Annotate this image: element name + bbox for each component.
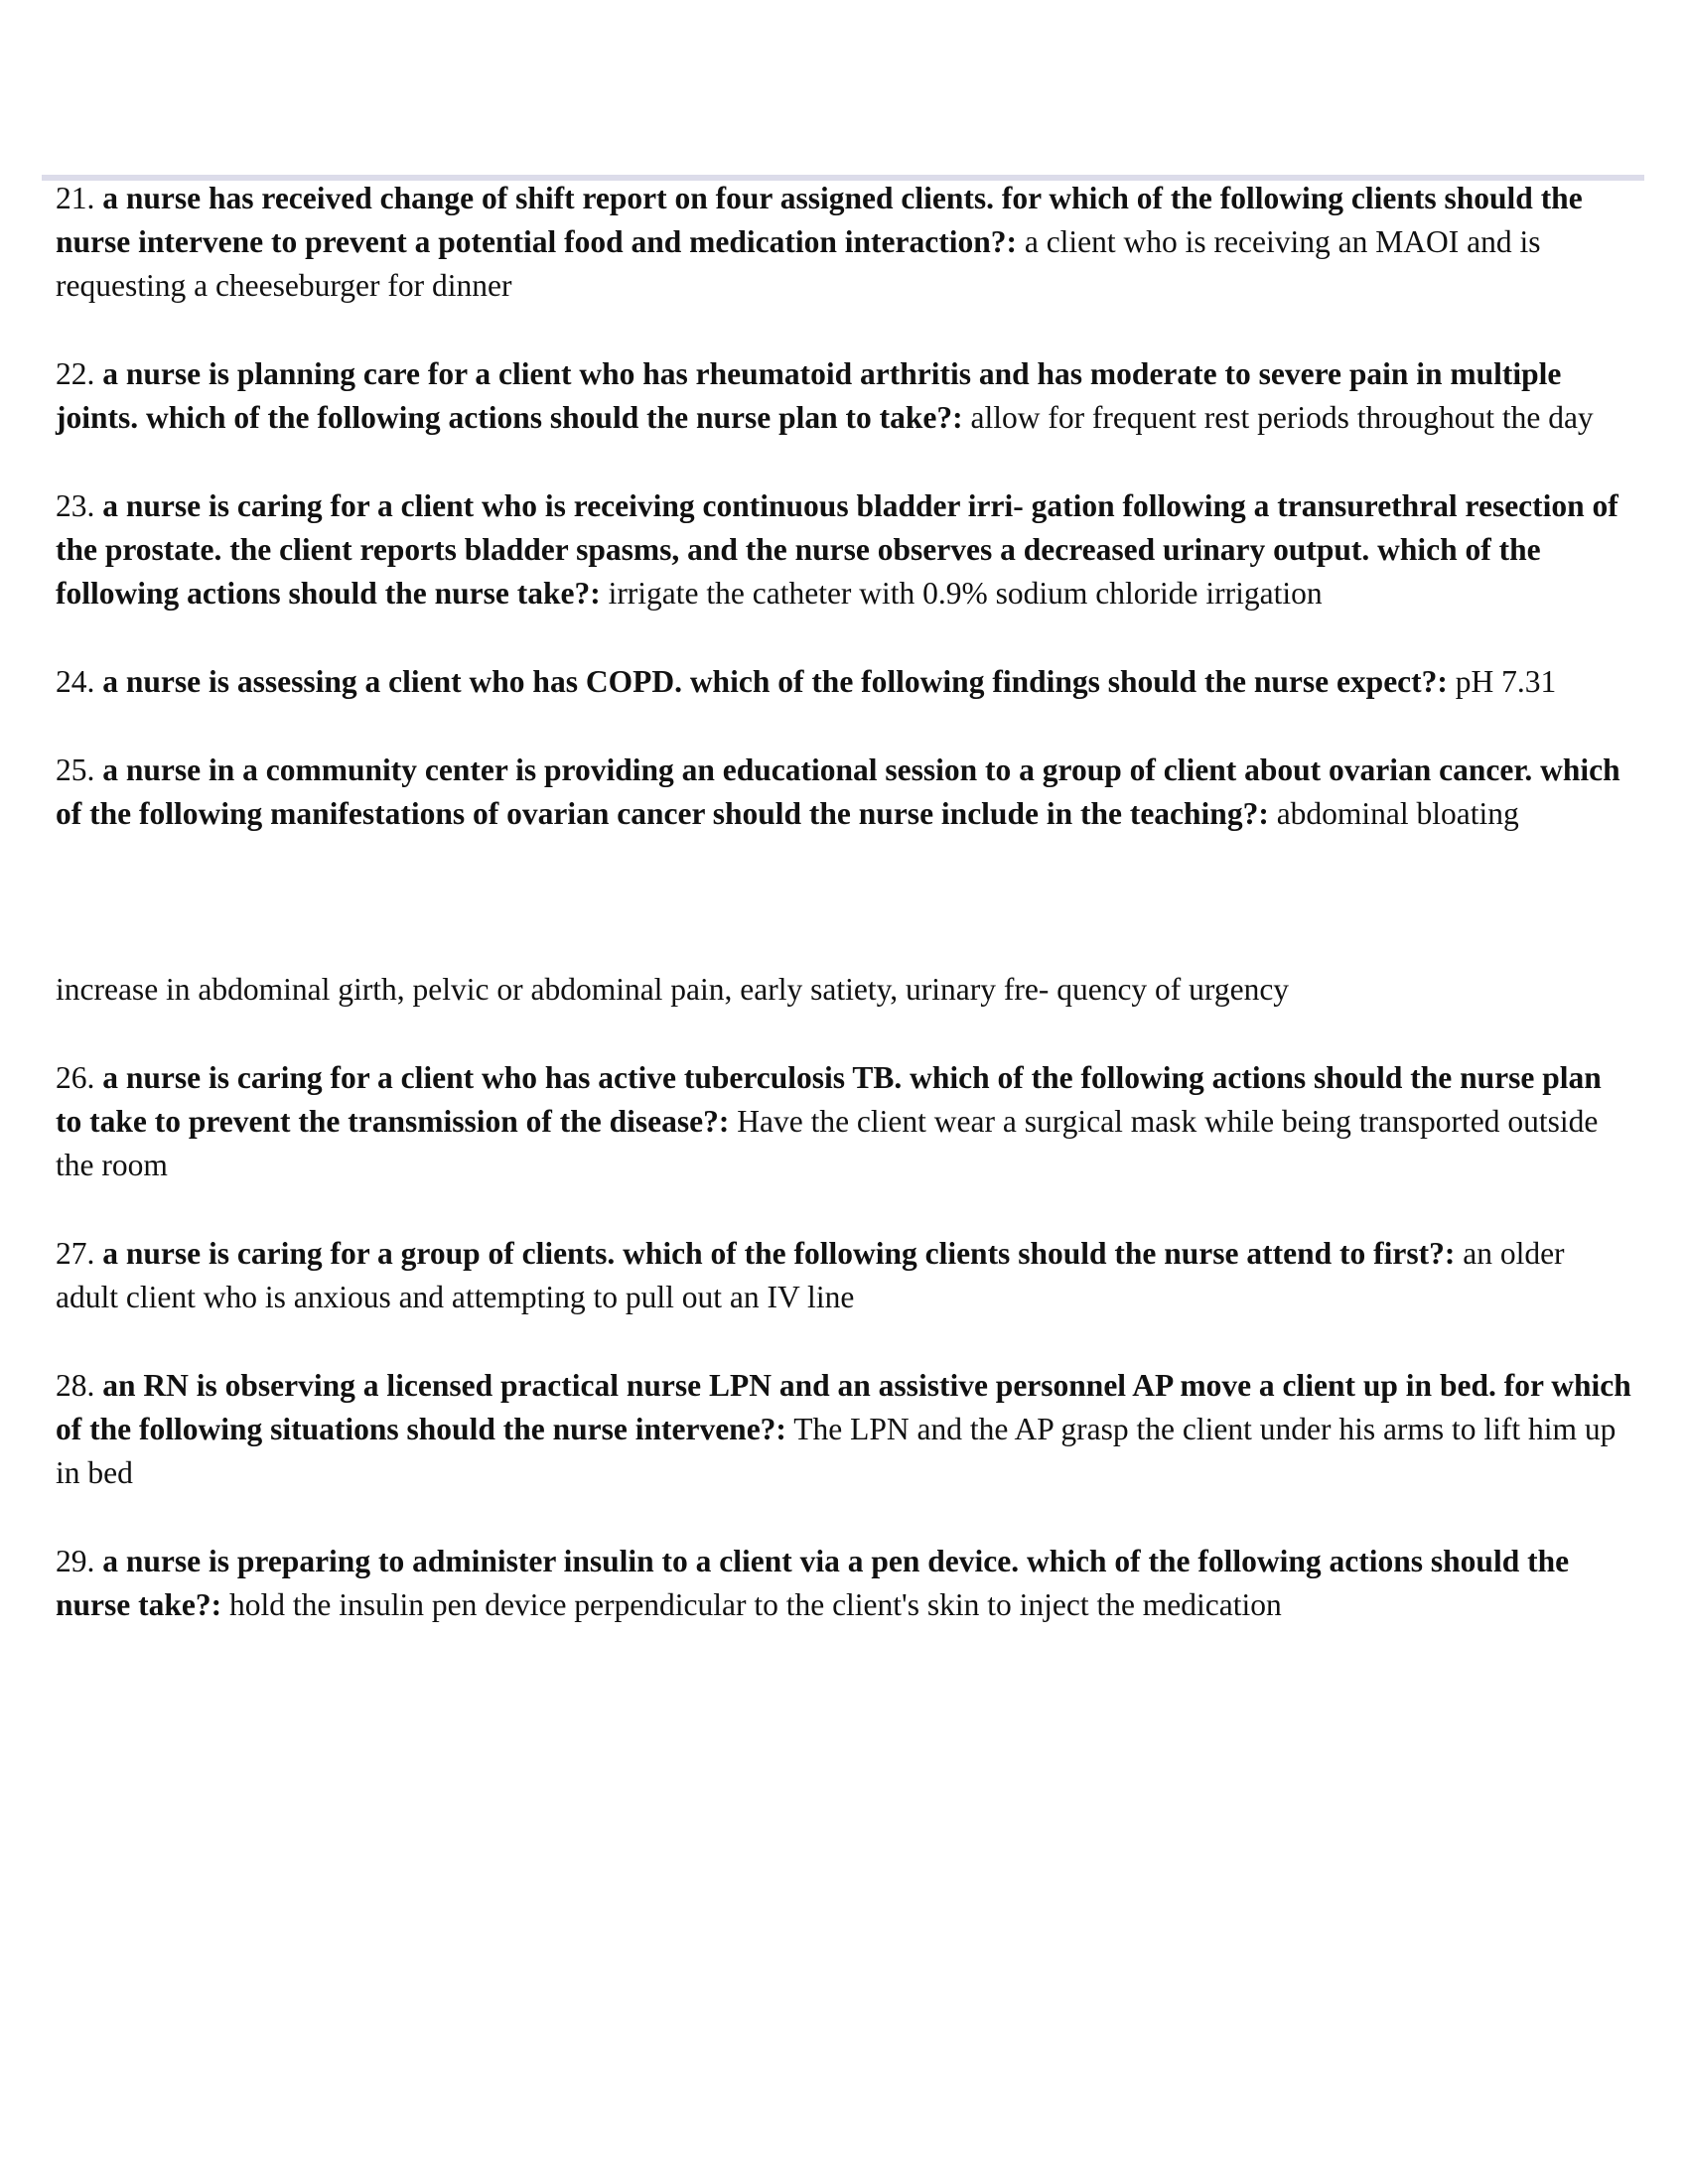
question-text: a nurse is caring for a client who is receiving continuous bladder irri- gation following a transurethral resection of the prostate. the client reports bladder spasms, and the nurse observes a decreased urinary output. which of the following actions should the nurse take?: [56,488,1618,611]
document-body [56,177,1634,1672]
answer-text: irrigate the catheter with 0.9% sodium chloride irrigation [608,576,1323,611]
question-number: 26. [56,1060,95,1095]
question-text: a nurse has received change of shift report on four assigned clients. for which of the following clients should the nurse intervene to prevent a potential food and medication interaction?: [56,181,1583,259]
answer-text: a client who is receiving an MAOI and is requesting a cheeseburger for dinner [56,224,1541,303]
question-29 [56,1540,1634,1627]
question-25 [56,749,1634,836]
answer-text: allow for frequent rest periods throughout the day [970,400,1594,435]
question-number: 21. [56,181,95,215]
question-27 [56,1232,1634,1319]
question-number: 29. [56,1544,95,1578]
question-number: 24. [56,664,95,699]
spacer [56,881,1634,968]
question-22 [56,352,1634,440]
answer-text: hold the insulin pen device perpendicular to the client's skin to inject the medication [229,1587,1282,1622]
answer-text: The LPN and the AP grasp the client under his arms to lift him up in bed [56,1412,1617,1490]
question-text: an RN is observing a licensed practical nurse LPN and an assistive personnel AP move a client up in bed. for which of the following situations should the nurse intervene?: [56,1368,1631,1446]
question-number: 27. [56,1236,95,1271]
question-number: 25. [56,752,95,787]
question-text: a nurse is caring for a group of clients. which of the following clients should the nurse attend to first?: [102,1236,1456,1271]
question-text: a nurse is assessing a client who has COPD. which of the following findings should the nurse expect?: [102,664,1448,699]
answer-text: pH 7.31 [1455,664,1557,699]
answer-text: abdominal bloating [1276,796,1519,831]
question-text: a nurse is preparing to administer insulin to a client via a pen device. which of the following actions should the nurse take?: [56,1544,1570,1622]
question-21 [56,177,1634,308]
question-number: 22. [56,356,95,391]
answer-text: an older adult client who is anxious and attempting to pull out an IV line [56,1236,1565,1314]
question-24 [56,660,1634,704]
question-28 [56,1364,1634,1495]
question-text: a nurse is caring for a client who has active tuberculosis TB. which of the following actions should the nurse plan to take to prevent the transmission of the disease?: [56,1060,1602,1139]
question-number: 28. [56,1368,95,1403]
question-number: 23. [56,488,95,523]
question-text: a nurse is planning care for a client who has rheumatoid arthritis and has moderate to severe pain in multiple joints. which of the following actions should the nurse plan to take?: [56,356,1562,435]
question-23 [56,484,1634,615]
answer-text: Have the client wear a surgical mask while being transported outside the room [56,1104,1599,1182]
question-26 [56,1056,1634,1187]
question-text: a nurse in a community center is providing an educational session to a group of client about ovarian cancer. which of the following manifestations of ovarian cancer should the nurse include in the teaching?: [56,752,1620,831]
answer-continuation-25: increase in abdominal girth, pelvic or abdominal pain, early satiety, urinary fre- quency of urgency [56,972,1290,1007]
